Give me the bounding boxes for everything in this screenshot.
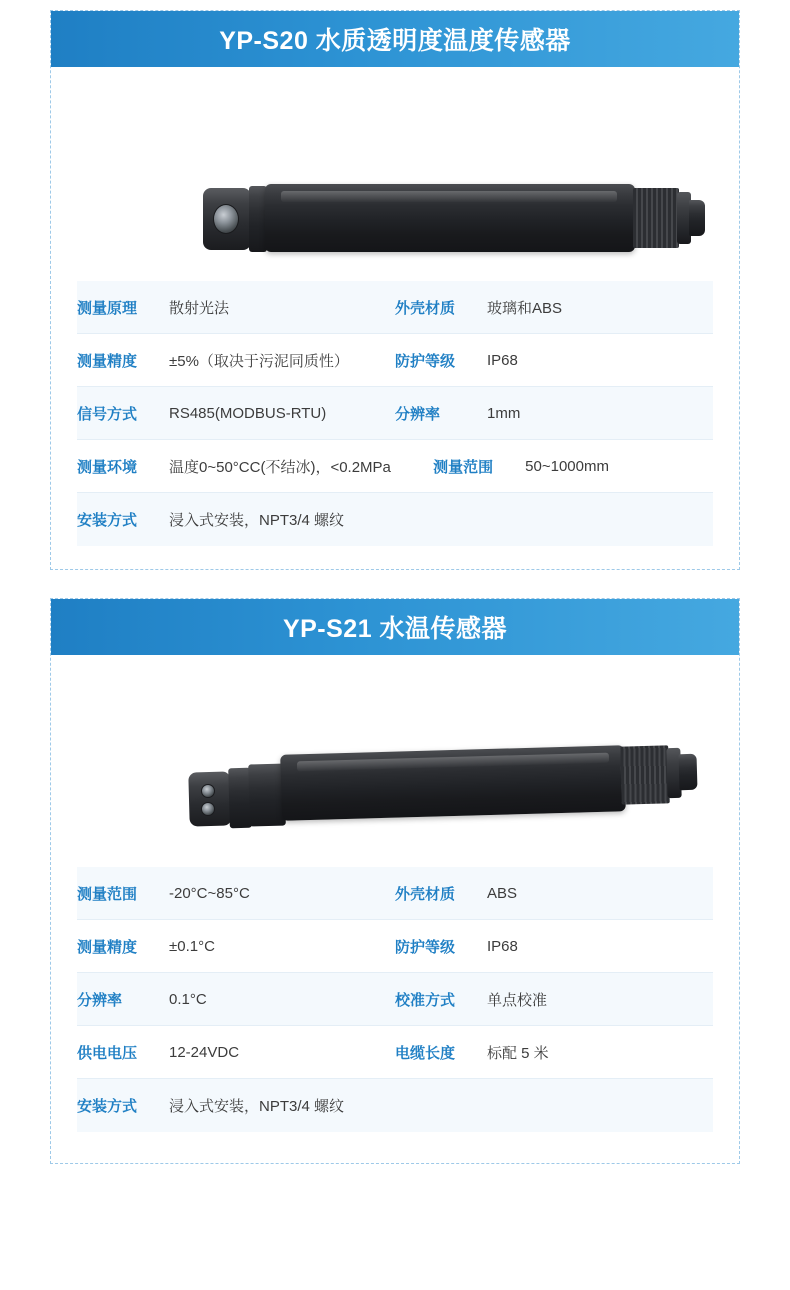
product-image-yp-s20 xyxy=(51,67,739,281)
spec-value: 浸入式安装，NPT3/4 螺纹 xyxy=(169,512,345,529)
spec-value: IP68 xyxy=(487,351,518,369)
spec-value: 散射光法 xyxy=(169,299,230,317)
spec-key: 安装方式 xyxy=(77,1098,138,1115)
spec-key: 分辨率 xyxy=(77,991,123,1009)
spec-value: 12-24VDC xyxy=(169,1043,240,1061)
spec-key: 外壳材质 xyxy=(395,885,456,903)
spec-key: 防护等级 xyxy=(395,352,456,370)
spec-table-yp-s21 xyxy=(77,867,713,1132)
spec-key: 测量范围 xyxy=(77,885,138,903)
spec-value: -20°C~85°C xyxy=(169,884,250,902)
table-row xyxy=(77,867,713,920)
table-row xyxy=(77,387,713,440)
spec-cell xyxy=(395,293,713,322)
sensor-connector xyxy=(679,754,698,790)
spec-value: ±5%（取决于污泥同质性） xyxy=(169,352,349,370)
sensor-illustration xyxy=(203,162,703,252)
sensor-highlight xyxy=(281,191,617,202)
spec-table-yp-s20 xyxy=(77,281,713,546)
spec-value: 0.1°C xyxy=(169,990,207,1008)
spec-cell xyxy=(395,1038,713,1067)
spec-value: RS485(MODBUS-RTU) xyxy=(169,404,327,422)
product-card-yp-s21 xyxy=(50,598,740,1164)
spec-value: ABS xyxy=(487,884,518,902)
spec-key: 电缆长度 xyxy=(395,1044,456,1062)
spec-cell xyxy=(77,452,433,481)
spec-key: 测量精度 xyxy=(77,352,138,370)
spec-cell xyxy=(77,1038,395,1067)
spec-key: 测量精度 xyxy=(77,938,138,956)
product-image-yp-s21 xyxy=(51,655,739,867)
sensor-pin-upper-icon xyxy=(201,784,215,798)
product-title: YP-S21 水温传感器 xyxy=(282,615,508,643)
table-row xyxy=(77,1026,713,1079)
sensor-thread xyxy=(620,745,670,804)
spec-key: 测量范围 xyxy=(433,458,494,476)
spec-key: 外壳材质 xyxy=(395,299,456,317)
product-title-banner xyxy=(51,11,739,67)
sensor-lens-icon xyxy=(213,204,239,234)
spec-value: 标配 5 米 xyxy=(487,1044,549,1062)
table-row xyxy=(77,920,713,973)
product-title: YP-S20 水质透明度温度传感器 xyxy=(219,27,571,55)
spec-key: 供电电压 xyxy=(77,1044,138,1062)
sensor-illustration xyxy=(189,738,709,836)
spec-cell xyxy=(395,879,713,908)
sensor-tip-cap xyxy=(188,771,231,826)
spec-cell xyxy=(77,879,395,908)
spec-value: 玻璃和ABS xyxy=(487,299,563,317)
spec-value: 1mm xyxy=(487,404,521,422)
product-title-banner xyxy=(51,599,739,655)
table-row xyxy=(77,281,713,334)
spec-cell xyxy=(395,399,713,428)
spec-value: ±0.1°C xyxy=(169,937,215,955)
spec-key: 信号方式 xyxy=(77,405,138,423)
spec-key: 分辨率 xyxy=(395,405,441,423)
spec-cell xyxy=(77,505,713,534)
spec-cell xyxy=(395,346,713,375)
table-row xyxy=(77,493,713,546)
sensor-pin-lower-icon xyxy=(201,802,215,816)
spec-value: IP68 xyxy=(487,937,518,955)
table-row xyxy=(77,334,713,387)
spec-cell xyxy=(77,293,395,322)
table-row xyxy=(77,440,713,493)
spec-cell xyxy=(77,932,395,961)
product-card-yp-s20 xyxy=(50,10,740,570)
spec-key: 测量原理 xyxy=(77,299,138,317)
spec-key: 校准方式 xyxy=(395,991,456,1009)
spec-key: 测量环境 xyxy=(77,458,138,476)
spec-value: 50~1000mm xyxy=(525,457,609,475)
spec-value: 浸入式安装，NPT3/4 螺纹 xyxy=(169,1098,345,1115)
spec-cell xyxy=(395,985,713,1014)
spec-key: 防护等级 xyxy=(395,938,456,956)
spec-cell xyxy=(77,985,395,1014)
spec-value: 温度0~50°CC(不结冰)，<0.2MPa xyxy=(169,458,391,476)
spec-key: 安装方式 xyxy=(77,512,138,529)
spec-value: 单点校准 xyxy=(487,991,548,1009)
table-row xyxy=(77,973,713,1026)
sensor-connector xyxy=(689,200,705,236)
sensor-thread xyxy=(633,188,679,248)
spec-cell xyxy=(77,346,395,375)
spec-cell xyxy=(77,399,395,428)
spec-cell xyxy=(433,452,713,481)
spec-cell xyxy=(77,1091,713,1120)
spec-cell xyxy=(395,932,713,961)
table-row xyxy=(77,1079,713,1132)
